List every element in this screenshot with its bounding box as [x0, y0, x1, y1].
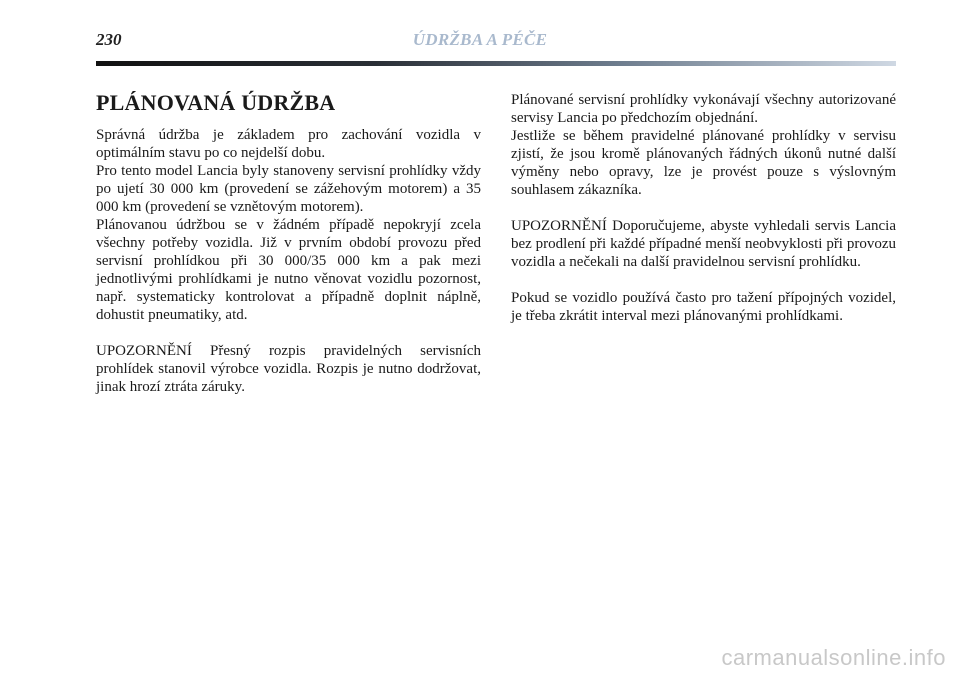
header-rule [96, 61, 896, 66]
warning-label: UPOZORNĚNÍ [96, 343, 192, 359]
warning-label: UPOZORNĚNÍ [511, 218, 607, 234]
running-head: ÚDRŽBA A PÉČE [412, 30, 548, 49]
warning-text: Přesný rozpis pravidelných servisních prohlídek stanovil výrobce vozidla. Rozpis je nutno dodržovat, jinak hrozí ztráta záruky. [96, 343, 481, 395]
paragraph-intro: Správná údržba je základem pro zachování vozidla v optimálním stavu po co nejdelší dobu. [96, 127, 481, 161]
warning-block-right [511, 217, 896, 271]
warning-block-left [96, 342, 481, 396]
paragraph-authorized-service: Plánované servisní prohlídky vykonávají všechny autorizované servisy Lancia po předchozím objednání. [511, 92, 896, 126]
watermark: carmanualsonline.info [721, 645, 946, 670]
page-number: 230 [96, 30, 122, 49]
left-column [96, 84, 481, 396]
warning-text: Doporučujeme, abyste vyhledali servis Lancia bez prodlení při každé případné menší neobvyklosti při provozu vozidla a nečekali na další pravidelnou servisní prohlídku. [511, 218, 896, 270]
paragraph-intervals: Pro tento model Lancia byly stanoveny servisní prohlídky vždy po ujetí 30 000 km (provedení se zážehovým motorem) a 35 000 km (provedení se vznětovým motorem). [96, 163, 481, 215]
paragraph-extra-repairs: Jestliže se během pravidelné plánované prohlídky v servisu zjistí, že jsou kromě plánovaných řádných úkonů nutné další výměny nebo opravy, lze je provést pouze s výslovným souhlasem zákazníka. [511, 128, 896, 198]
paragraph-towing: Pokud se vozidlo používá často pro tažení přípojných vozidel, je třeba zkrátit interval mezi plánovanými prohlídkami. [511, 290, 896, 324]
paragraph-coverage: Plánovanou údržbou se v žádném případě nepokryjí zcela všechny potřeby vozidla. Již v prvním období provozu před servisní prohlídkou při 30 000/35 000 km a pak mezi jednotlivými prohlídkami je nutno věnovat vozidlu pozornost, např. systematicky kontrolovat a případně doplnit náplně, dohustit pneumatiky, atd. [96, 217, 481, 323]
section-title: PLÁNOVANÁ ÚDRŽBA [96, 90, 336, 115]
right-column [511, 91, 896, 325]
